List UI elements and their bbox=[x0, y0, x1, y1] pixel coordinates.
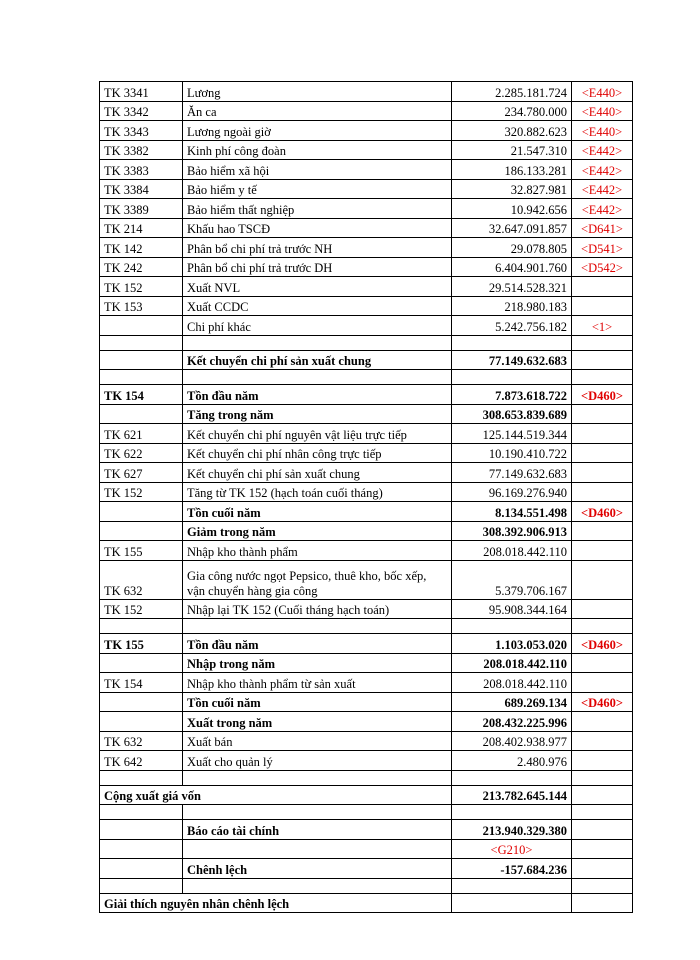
account-cell bbox=[100, 820, 183, 840]
table-row bbox=[100, 560, 633, 599]
amount-cell: 213.782.645.144 bbox=[452, 785, 572, 805]
amount-cell: 308.653.839.689 bbox=[452, 404, 572, 424]
reference-cell: <E442> bbox=[572, 160, 633, 180]
description-cell bbox=[183, 839, 452, 859]
reference-cell bbox=[572, 839, 633, 859]
description-cell: Xuất bán bbox=[183, 731, 452, 751]
description-cell: Lương ngoài giờ bbox=[183, 121, 452, 141]
account-cell: TK 3382 bbox=[100, 140, 183, 160]
table-row bbox=[100, 140, 633, 160]
reference-cell bbox=[572, 878, 633, 893]
amount-cell bbox=[452, 878, 572, 893]
table-row bbox=[100, 839, 633, 859]
description-cell: Nhập trong năm bbox=[183, 653, 452, 673]
reference-cell bbox=[572, 731, 633, 751]
description-cell bbox=[183, 619, 452, 634]
account-cell: TK 622 bbox=[100, 443, 183, 463]
reference-cell: <D460> bbox=[572, 692, 633, 712]
reference-cell bbox=[572, 296, 633, 316]
account-cell: TK 152 bbox=[100, 277, 183, 297]
reference-cell: <D641> bbox=[572, 218, 633, 238]
table-row bbox=[100, 770, 633, 785]
reference-cell bbox=[572, 350, 633, 370]
description-cell: Tăng từ TK 152 (hạch toán cuối tháng) bbox=[183, 482, 452, 502]
account-cell: TK 214 bbox=[100, 218, 183, 238]
amount-cell: 2.480.976 bbox=[452, 751, 572, 771]
reference-cell bbox=[572, 463, 633, 483]
amount-cell: 1.103.053.020 bbox=[452, 634, 572, 654]
description-cell: Tồn cuối năm bbox=[183, 502, 452, 522]
description-cell: Nhập lại TK 152 (Cuối tháng hạch toán) bbox=[183, 599, 452, 619]
table-row bbox=[100, 463, 633, 483]
reference-cell bbox=[572, 404, 633, 424]
table-row bbox=[100, 878, 633, 893]
description-cell: Lương bbox=[183, 82, 452, 102]
table-row bbox=[100, 653, 633, 673]
account-cell bbox=[100, 805, 183, 820]
table-row bbox=[100, 859, 633, 879]
reference-cell bbox=[572, 599, 633, 619]
amount-cell bbox=[452, 805, 572, 820]
description-cell: Xuất cho quản lý bbox=[183, 751, 452, 771]
account-cell bbox=[100, 712, 183, 732]
account-cell: TK 242 bbox=[100, 257, 183, 277]
description-cell: Giảm trong năm bbox=[183, 521, 452, 541]
table-row bbox=[100, 673, 633, 693]
description-cell: Chênh lệch bbox=[183, 859, 452, 879]
description-cell: Phân bổ chi phí trả trước NH bbox=[183, 238, 452, 258]
table-row bbox=[100, 502, 633, 522]
table-body bbox=[100, 82, 633, 913]
amount-cell: 208.018.442.110 bbox=[452, 673, 572, 693]
description-cell: Tồn đầu năm bbox=[183, 385, 452, 405]
table-row bbox=[100, 751, 633, 771]
amount-cell bbox=[452, 893, 572, 913]
amount-cell bbox=[452, 619, 572, 634]
table-row bbox=[100, 893, 633, 913]
amount-cell: 2.285.181.724 bbox=[452, 82, 572, 102]
description-cell: Xuất NVL bbox=[183, 277, 452, 297]
table-row bbox=[100, 238, 633, 258]
account-cell: TK 3343 bbox=[100, 121, 183, 141]
description-cell: Kết chuyển chi phí sản xuất chung bbox=[183, 463, 452, 483]
table-row bbox=[100, 541, 633, 561]
table-row bbox=[100, 121, 633, 141]
table-row bbox=[100, 218, 633, 238]
description-cell: Tồn cuối năm bbox=[183, 692, 452, 712]
description-cell: Ăn ca bbox=[183, 101, 452, 121]
account-cell bbox=[100, 859, 183, 879]
reference-cell bbox=[572, 541, 633, 561]
account-cell bbox=[100, 770, 183, 785]
amount-cell: 308.392.906.913 bbox=[452, 521, 572, 541]
account-cell bbox=[100, 521, 183, 541]
table-row bbox=[100, 424, 633, 444]
amount-cell: 7.873.618.722 bbox=[452, 385, 572, 405]
reference-cell bbox=[572, 805, 633, 820]
table-row bbox=[100, 82, 633, 102]
table-row bbox=[100, 385, 633, 405]
table-row bbox=[100, 805, 633, 820]
description-cell: Gia công nước ngọt Pepsico, thuê kho, bốc xếp, vận chuyển hàng gia công bbox=[183, 560, 452, 599]
reference-cell: <E442> bbox=[572, 140, 633, 160]
amount-cell: 218.980.183 bbox=[452, 296, 572, 316]
description-cell: Nhập kho thành phẩm bbox=[183, 541, 452, 561]
table-row bbox=[100, 370, 633, 385]
description-cell bbox=[183, 805, 452, 820]
account-cell bbox=[100, 619, 183, 634]
summary-label-cell: Cộng xuất giá vốn bbox=[100, 785, 452, 805]
reference-cell bbox=[572, 673, 633, 693]
reference-cell bbox=[572, 893, 633, 913]
amount-cell: 96.169.276.940 bbox=[452, 482, 572, 502]
account-cell bbox=[100, 370, 183, 385]
account-cell: TK 154 bbox=[100, 385, 183, 405]
description-cell bbox=[183, 370, 452, 385]
account-cell: TK 153 bbox=[100, 296, 183, 316]
description-cell: Bảo hiểm y tế bbox=[183, 179, 452, 199]
account-cell: TK 3341 bbox=[100, 82, 183, 102]
description-cell: Xuất CCDC bbox=[183, 296, 452, 316]
reference-cell: <E440> bbox=[572, 101, 633, 121]
account-cell: TK 621 bbox=[100, 424, 183, 444]
account-cell bbox=[100, 692, 183, 712]
table-row bbox=[100, 277, 633, 297]
table-row bbox=[100, 296, 633, 316]
account-cell bbox=[100, 502, 183, 522]
description-cell: Kết chuyển chi phí nhân công trực tiếp bbox=[183, 443, 452, 463]
account-cell: TK 155 bbox=[100, 634, 183, 654]
table-row bbox=[100, 316, 633, 336]
description-cell bbox=[183, 878, 452, 893]
account-cell: TK 142 bbox=[100, 238, 183, 258]
amount-cell: 208.402.938.977 bbox=[452, 731, 572, 751]
table-row bbox=[100, 820, 633, 840]
account-cell: TK 3342 bbox=[100, 101, 183, 121]
account-cell: TK 3384 bbox=[100, 179, 183, 199]
description-cell: Tồn đầu năm bbox=[183, 634, 452, 654]
reference-cell bbox=[572, 335, 633, 350]
reference-cell bbox=[572, 521, 633, 541]
description-cell bbox=[183, 770, 452, 785]
table-row bbox=[100, 335, 633, 350]
table-row bbox=[100, 199, 633, 219]
amount-cell: 186.133.281 bbox=[452, 160, 572, 180]
amount-cell bbox=[452, 770, 572, 785]
reference-cell bbox=[572, 443, 633, 463]
reference-cell bbox=[572, 482, 633, 502]
amount-cell: 32.647.091.857 bbox=[452, 218, 572, 238]
account-cell bbox=[100, 653, 183, 673]
reference-cell bbox=[572, 277, 633, 297]
reference-cell bbox=[572, 653, 633, 673]
description-cell: Bảo hiểm xã hội bbox=[183, 160, 452, 180]
amount-cell: 10.942.656 bbox=[452, 199, 572, 219]
table-row bbox=[100, 634, 633, 654]
amount-cell: -157.684.236 bbox=[452, 859, 572, 879]
description-cell: Bảo hiểm thất nghiệp bbox=[183, 199, 452, 219]
amount-cell: 77.149.632.683 bbox=[452, 350, 572, 370]
reference-cell bbox=[572, 370, 633, 385]
description-cell: Phân bổ chi phí trả trước DH bbox=[183, 257, 452, 277]
amount-cell: 689.269.134 bbox=[452, 692, 572, 712]
description-cell: Nhập kho thành phẩm từ sản xuất bbox=[183, 673, 452, 693]
table-row bbox=[100, 712, 633, 732]
reference-cell: <D460> bbox=[572, 634, 633, 654]
account-cell bbox=[100, 878, 183, 893]
reference-cell bbox=[572, 785, 633, 805]
reference-cell: <E442> bbox=[572, 199, 633, 219]
reference-cell: <D460> bbox=[572, 385, 633, 405]
description-cell: Xuất trong năm bbox=[183, 712, 452, 732]
account-cell: TK 3389 bbox=[100, 199, 183, 219]
amount-cell: 29.078.805 bbox=[452, 238, 572, 258]
description-cell bbox=[183, 335, 452, 350]
account-cell bbox=[100, 350, 183, 370]
amount-cell: 5.242.756.182 bbox=[452, 316, 572, 336]
amount-cell: 21.547.310 bbox=[452, 140, 572, 160]
amount-cell: 10.190.410.722 bbox=[452, 443, 572, 463]
reference-cell: <D541> bbox=[572, 238, 633, 258]
table-row bbox=[100, 785, 633, 805]
table-row bbox=[100, 101, 633, 121]
table-row bbox=[100, 599, 633, 619]
amount-cell: 213.940.329.380 bbox=[452, 820, 572, 840]
account-cell: TK 152 bbox=[100, 599, 183, 619]
amount-cell: 320.882.623 bbox=[452, 121, 572, 141]
amount-cell: 125.144.519.344 bbox=[452, 424, 572, 444]
amount-cell: 32.827.981 bbox=[452, 179, 572, 199]
account-cell: TK 3383 bbox=[100, 160, 183, 180]
account-cell bbox=[100, 404, 183, 424]
reference-cell: <D460> bbox=[572, 502, 633, 522]
amount-cell: 6.404.901.760 bbox=[452, 257, 572, 277]
account-cell: TK 154 bbox=[100, 673, 183, 693]
description-cell: Kinh phí công đoàn bbox=[183, 140, 452, 160]
table-row bbox=[100, 619, 633, 634]
description-cell: Kết chuyển chi phí sản xuất chung bbox=[183, 350, 452, 370]
table-row bbox=[100, 160, 633, 180]
summary-label-cell: Giải thích nguyên nhân chênh lệch bbox=[100, 893, 452, 913]
amount-cell: 208.018.442.110 bbox=[452, 653, 572, 673]
description-cell: Khấu hao TSCĐ bbox=[183, 218, 452, 238]
description-cell: Tăng trong năm bbox=[183, 404, 452, 424]
reference-cell bbox=[572, 560, 633, 599]
reference-cell: <E440> bbox=[572, 82, 633, 102]
account-cell: TK 642 bbox=[100, 751, 183, 771]
amount-cell: 8.134.551.498 bbox=[452, 502, 572, 522]
reference-cell bbox=[572, 770, 633, 785]
table-row bbox=[100, 179, 633, 199]
reference-cell: <E440> bbox=[572, 121, 633, 141]
table-row bbox=[100, 443, 633, 463]
description-cell: Kết chuyển chi phí nguyên vật liệu trực tiếp bbox=[183, 424, 452, 444]
amount-cell: 234.780.000 bbox=[452, 101, 572, 121]
amount-cell: 5.379.706.167 bbox=[452, 560, 572, 599]
account-cell: TK 152 bbox=[100, 482, 183, 502]
account-cell bbox=[100, 839, 183, 859]
amount-cell: 208.018.442.110 bbox=[452, 541, 572, 561]
account-cell bbox=[100, 316, 183, 336]
table-row bbox=[100, 692, 633, 712]
table-row bbox=[100, 350, 633, 370]
reference-cell bbox=[572, 712, 633, 732]
amount-cell: 77.149.632.683 bbox=[452, 463, 572, 483]
amount-cell bbox=[452, 335, 572, 350]
table-row bbox=[100, 257, 633, 277]
amount-cell: 29.514.528.321 bbox=[452, 277, 572, 297]
amount-cell bbox=[452, 370, 572, 385]
reference-cell bbox=[572, 751, 633, 771]
account-cell bbox=[100, 335, 183, 350]
amount-cell: 208.432.225.996 bbox=[452, 712, 572, 732]
amount-cell: 95.908.344.164 bbox=[452, 599, 572, 619]
reference-cell bbox=[572, 859, 633, 879]
description-cell: Chi phí khác bbox=[183, 316, 452, 336]
description-cell: Báo cáo tài chính bbox=[183, 820, 452, 840]
table-row bbox=[100, 404, 633, 424]
account-cell: TK 627 bbox=[100, 463, 183, 483]
reference-cell: <1> bbox=[572, 316, 633, 336]
table-row bbox=[100, 482, 633, 502]
reference-cell bbox=[572, 619, 633, 634]
reference-cell: <E442> bbox=[572, 179, 633, 199]
reference-cell bbox=[572, 424, 633, 444]
table-row bbox=[100, 521, 633, 541]
account-cell: TK 155 bbox=[100, 541, 183, 561]
reference-cell: <D542> bbox=[572, 257, 633, 277]
account-cell: TK 632 bbox=[100, 560, 183, 599]
reference-cell bbox=[572, 820, 633, 840]
account-cell: TK 632 bbox=[100, 731, 183, 751]
amount-cell: <G210> bbox=[452, 839, 572, 859]
reconciliation-table bbox=[99, 81, 633, 913]
table-row bbox=[100, 731, 633, 751]
